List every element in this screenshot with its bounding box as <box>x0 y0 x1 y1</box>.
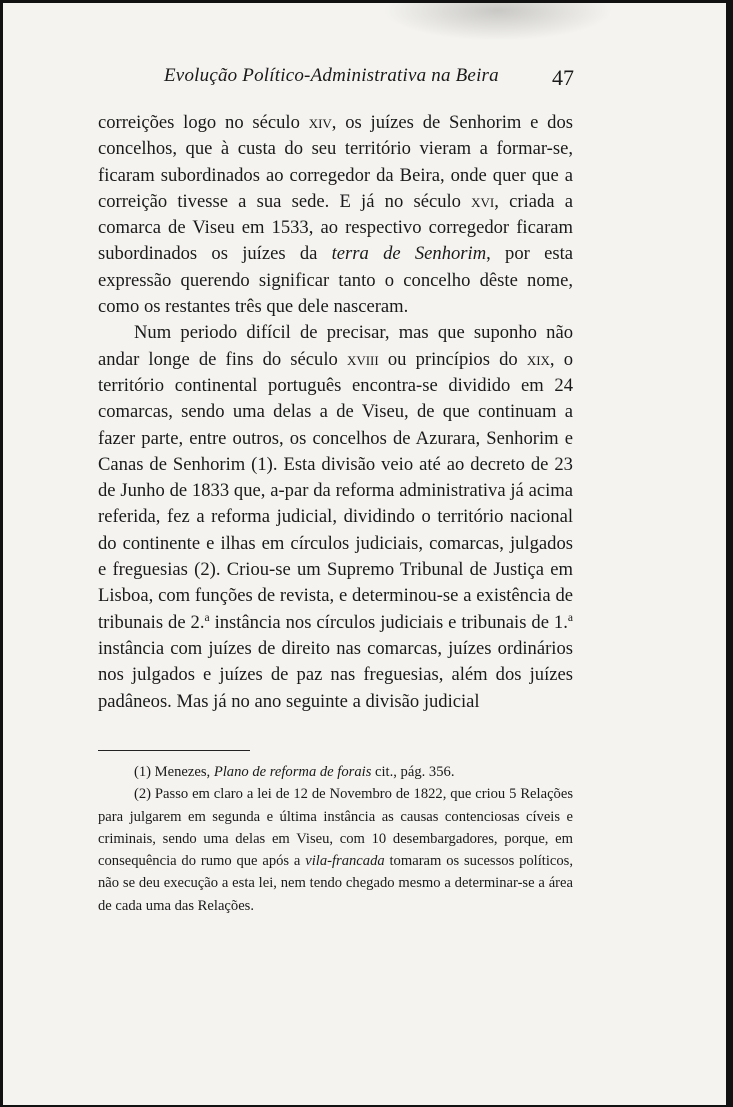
text-run: instância nos círculos judiciais e tribunais de 1. <box>209 611 568 633</box>
text-run: instância com juízes de direito nas comarcas, juízes ordinários nos julgados e juízes de paz nas freguesias, além dos juízes padâneos. Mas já no ano seguinte a divisão judicial <box>98 637 573 712</box>
ordinal-superscript: a <box>204 611 210 624</box>
text-run: cit., pág. 356. <box>371 764 455 780</box>
text-run: , por esta expressão querendo significar tanto o concelho dêste nome, como os restantes três que dele nasceram. <box>98 243 573 318</box>
italic-text: vila-francada <box>305 853 385 870</box>
footnote <box>98 761 573 783</box>
footnote-divider <box>98 750 250 751</box>
roman-numeral: xiv <box>308 112 332 133</box>
text-run: . Esta divisão veio até ao decreto de 23 de Junho de 1833 que, a-par da reforma administrativa já acima referida, fez a reforma judicial, dividindo o território nacional do continente e ilhas em círculos judiciais, comarcas, julgados e freguesias <box>98 453 573 581</box>
roman-numeral: xvi <box>471 190 495 212</box>
italic-text: Plano de reforma de forais <box>213 764 372 780</box>
footnote-reference: (2) <box>194 559 216 581</box>
roman-numeral: xix <box>526 348 550 370</box>
text-run: , criada a comarca de Viseu em 1533, ao respectivo corregedor ficaram subordinados os juízes da <box>98 190 573 265</box>
text-run: (2) Passo em claro a lei de 12 de Novembro de 1822, que criou 5 Relações para julgarem em segunda e última instância as causas contenciosas cíveis e criminais, sendo uma delas em Viseu, com 10 desembargadores, porque, em consequência do rumo que após a <box>98 786 573 870</box>
running-title: Evolução Político-Administrativa na Beira <box>164 65 499 86</box>
text-run: , o território continental português encontra-se dividido em 24 comarcas, sendo uma delas a de Viseu, de que continuam a fazer parte, entre outros, os concelhos de Azurara, Senhorim e Canas de Senhorim <box>98 348 574 475</box>
text-run: , os juízes de Senhorim e dos concelhos, que à custa do seu território vieram a formar-se, ficaram subordinados ao corregedor da Beira, onde quer que a correição tivesse a sua sede. E já no século <box>98 112 573 212</box>
scan-artifact <box>383 3 613 41</box>
footnotes <box>98 761 573 917</box>
text-run: . Criou-se um Supremo Tribunal de Justiça em Lisboa, com funções de revista, e determinou-se a existência de tribunais de 2. <box>98 559 573 633</box>
footnote-reference: (1) <box>251 453 273 475</box>
body-text <box>98 110 573 715</box>
text-run: tomaram os sucessos políticos, não se deu execução a esta lei, nem tendo chegado mesmo a determinar-se a área de cada uma das Relações. <box>98 853 573 914</box>
text-run: ou princípios do <box>378 348 527 370</box>
text-run: (1) Menezes, <box>134 764 214 780</box>
italic-text: terra de Senhorim <box>331 243 487 265</box>
text-run: Num periodo difícil de precisar, mas que suponho não andar longe de fins do século <box>98 322 573 370</box>
footnote <box>98 783 573 917</box>
paragraph <box>98 320 573 714</box>
running-head <box>99 65 574 95</box>
page-number: 47 <box>552 65 574 90</box>
roman-numeral: xviii <box>346 348 379 370</box>
ordinal-superscript: a <box>567 611 573 624</box>
text-run: correições logo no século <box>98 112 309 133</box>
paragraph <box>98 110 573 320</box>
